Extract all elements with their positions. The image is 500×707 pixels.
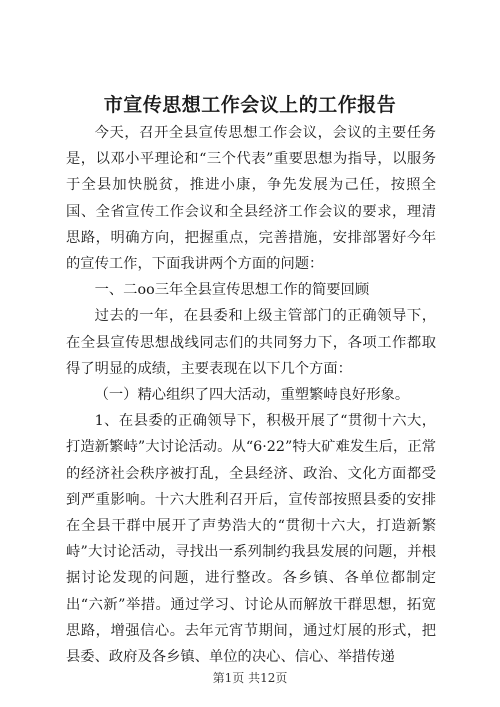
document-body [66, 120, 436, 670]
page-footer: 第1页 共12页 [212, 671, 288, 685]
section-heading: 一、二oo三年全县宣传思想工作的简要回顾 [94, 282, 370, 299]
activity-paragraph: 1、在县委的正确领导下，积极开展了“贯彻十六大，打造新繁峙”大讨论活动。从“6·22”特大矿难发生后，正常的经济社会秩序被打乱，全县经济、政治、文化方面都受到严重影响。十六大胜利召开后，宣传部按照县委的安排在全县干群中展开了声势浩大的“贯彻十六大，打造新繁峙”大讨论活动，寻找出一系列制约我县发展的问题，并根据讨论发现的问题，进行整改。各乡镇、各单位都制定出“六新”举措。通过学习、讨论从而解放干群思想，拓宽思路，增强信心。去年元宵节期间，通过灯展的形式，把县委、政府及各乡镇、单位的决心、信心、举措传递 [66, 413, 436, 666]
subsection-heading: （一）精心组织了四大活动，重塑繁峙良好形象。 [94, 387, 410, 404]
intro-paragraph: 今天，召开全县宣传思想工作会议，会议的主要任务是，以邓小平理论和“三个代表”重要思想为指导，以服务于全县加快脱贫，推进小康，争先发展为己任，按照全国、全省宣传工作会议和全县经济工作会议的要求，理清思路，明确方向，把握重点，完善措施，安排部署好今年的宣传工作，下面我讲两个方面的问题： [66, 125, 436, 273]
document-title: 市宣传思想工作会议上的工作报告 [103, 94, 397, 116]
review-paragraph: 过去的一年，在县委和上级主管部门的正确领导下，在全县宣传思想战线同志们的共同努力下，各项工作都取得了明显的成绩，主要表现在以下几个方面： [66, 308, 436, 377]
